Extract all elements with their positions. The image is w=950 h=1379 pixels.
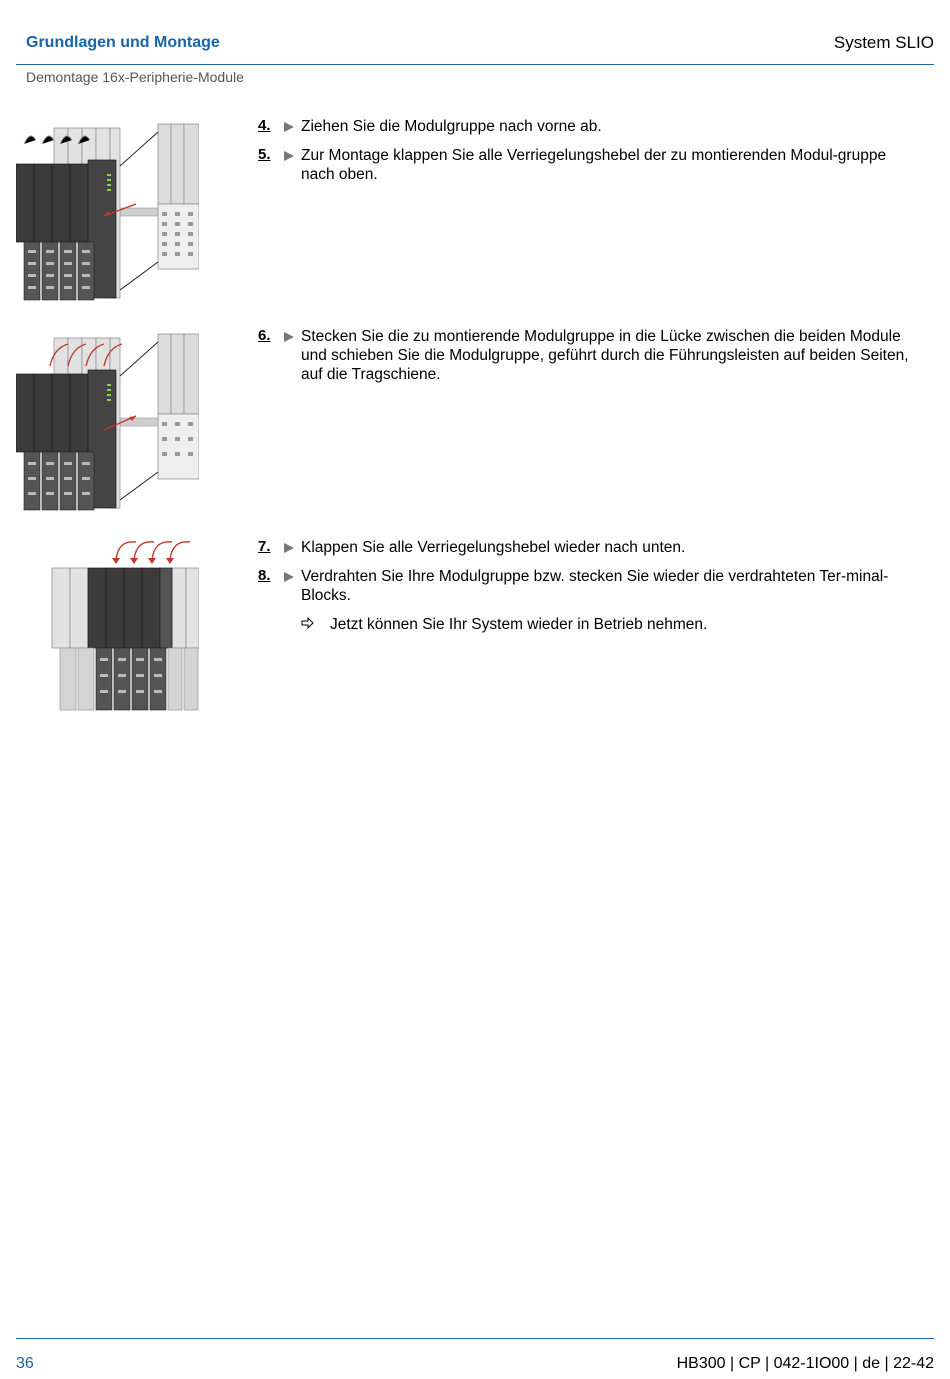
step-number: 8. <box>258 567 271 584</box>
product-title: System SLIO <box>833 33 934 52</box>
step-arrow-icon <box>284 572 294 582</box>
step-number: 6. <box>258 327 271 344</box>
subsection-title: Demontage 16x-Peripherie-Module <box>26 69 244 85</box>
step-text: Ziehen Sie die Modulgruppe nach vorne ab. <box>301 118 602 135</box>
step-text: Zur Montage klappen Sie alle Verriegelungshebel der zu montierenden Modul-gruppe nach oben. <box>301 147 887 183</box>
document-id: HB300 | CP | 042-1IO00 | de | 22-42 <box>676 1355 934 1372</box>
result-text: Jetzt können Sie Ihr System wieder in Betrieb nehmen. <box>330 616 708 633</box>
step-arrow-icon <box>284 122 294 132</box>
step-number: 4. <box>258 117 271 134</box>
step-number: 7. <box>258 538 271 555</box>
step-arrow-icon <box>284 151 294 161</box>
step-text: Klappen Sie alle Verriegelungshebel wieder nach unten. <box>301 539 686 556</box>
result-arrow-icon <box>301 617 314 629</box>
step-number: 5. <box>258 146 271 163</box>
section-title: Grundlagen und Montage <box>26 34 220 51</box>
figure-insert-module-group <box>16 332 199 514</box>
step-arrow-icon <box>284 332 294 342</box>
header-divider <box>16 64 934 65</box>
step-arrow-icon <box>284 543 294 553</box>
step-text: Verdrahten Sie Ihre Modulgruppe bzw. stecken Sie wieder die verdrahteten Ter-minal-Blocks. <box>301 568 889 604</box>
page-number: 36 <box>16 1355 34 1372</box>
step-text: Stecken Sie die zu montierende Modulgruppe in die Lücke zwischen die beiden Module und schieben Sie die Modulgruppe, geführt durch die Führungsleisten auf beiden Seiten, auf die Tragschiene. <box>301 328 909 383</box>
figure-remove-module-group <box>16 122 199 304</box>
figure-lock-levers <box>16 536 199 712</box>
footer-divider <box>16 1338 934 1339</box>
